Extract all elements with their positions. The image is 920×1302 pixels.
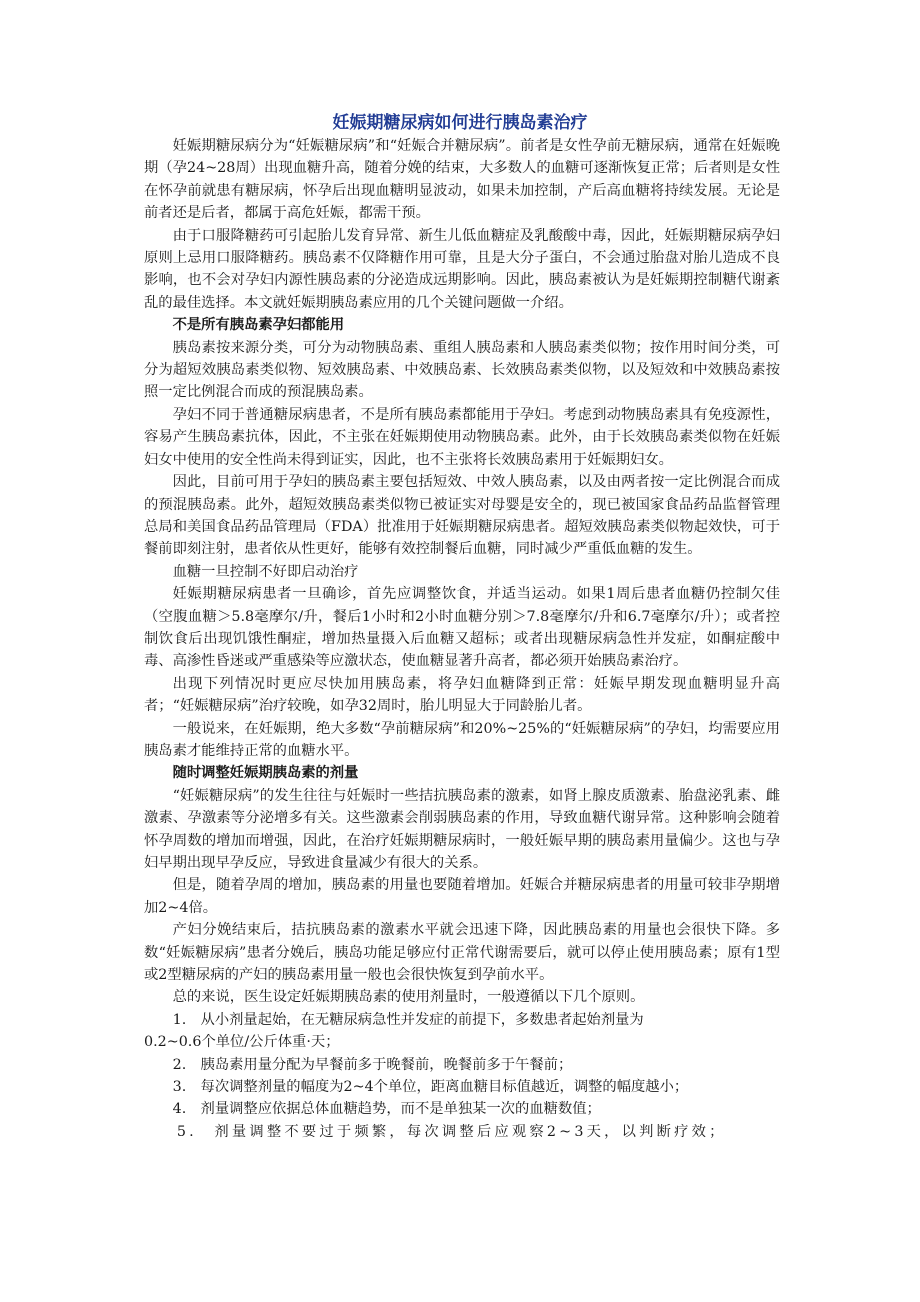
list-item: 4. 剂量调整应依据总体血糖趋势，而不是单独某一次的血糖数值；: [172, 1101, 601, 1118]
list-item: 2. 胰岛素用量分配为早餐前多于晚餐前，晚餐前多于午餐前；: [172, 1056, 573, 1073]
paragraph: 妊娠期糖尿病患者一旦确诊，首先应调整饮食，并适当运动。如果1周后患者血糖仍控制欠佳（空腹血糖＞5.8毫摩尔/升，餐后1小时和2小时血糖分别＞7.8毫摩尔/升和6.7毫摩尔/升）；或者控制饮食后出现饥饿性酮症，增加热量摄入后血糖又超标；或者出现糖尿病急性并发症，如酮症酸中毒、高渗性昏迷或严重感染等应激状态，使血糖显著升高者，都必须开始胰岛素治疗。: [144, 586, 780, 670]
paragraph: 因此，目前可用于孕妇的胰岛素主要包括短效、中效人胰岛素，以及由两者按一定比例混合而成的预混胰岛素。此外，超短效胰岛素类似物已被证实对母婴是安全的，现已被国家食品药品监督管理总局和美国食品药品管理局（FDA）批准用于妊娠期糖尿病患者。超短效胰岛素类似物起效快，可于餐前即刻注射，患者依从性更好，能够有效控制餐后血糖，同时减少严重低血糖的发生。: [144, 474, 780, 558]
document-title: 妊娠期糖尿病如何进行胰岛素治疗: [332, 113, 588, 133]
paragraph: 妊娠期糖尿病分为“妊娠糖尿病”和“妊娠合并糖尿病”。前者是女性孕前无糖尿病，通常在妊娠晚期（孕24~28周）出现血糖升高，随着分娩的结束，大多数人的血糖可逐渐恢复正常；后者则是女性在怀孕前就患有糖尿病，怀孕后出现血糖明显波动，如果未加控制，产后高血糖将持续发展。无论是前者还是后者，都属于高危妊娠，都需干预。: [144, 138, 780, 222]
list-item: 3. 每次调整剂量的幅度为2~4个单位，距离血糖目标值越近，调整的幅度越小；: [172, 1079, 689, 1096]
section-heading: 随时调整妊娠期胰岛素的剂量: [172, 765, 359, 782]
paragraph: 由于口服降糖药可引起胎儿发育异常、新生儿低血糖症及乳酸酸中毒，因此，妊娠期糖尿病孕妇原则上忌用口服降糖药。胰岛素不仅降糖作用可靠，且是大分子蛋白，不会通过胎盘对胎儿造成不良影响，也不会对孕妇内源性胰岛素的分泌造成远期影响。因此，胰岛素被认为是妊娠期控制糖代谢紊乱的最佳选择。本文就妊娠期胰岛素应用的几个关键问题做一介绍。: [144, 227, 780, 311]
paragraph: “妊娠糖尿病”的发生往往与妊娠时一些拮抗胰岛素的激素，如肾上腺皮质激素、胎盘泌乳素、雌激素、孕激素等分泌增多有关。这些激素会削弱胰岛素的作用，导致血糖代谢异常。这种影响会随着怀孕周数的增加而增强，因此，在治疗妊娠期糖尿病时，一般妊娠早期的胰岛素用量偏少。这也与孕妇早期出现早孕反应，导致进食量减少有很大的关系。: [144, 787, 780, 871]
paragraph: 胰岛素按来源分类，可分为动物胰岛素、重组人胰岛素和人胰岛素类似物；按作用时间分类，可分为超短效胰岛素类似物、短效胰岛素、中效胰岛素、长效胰岛素类似物，以及短效和中效胰岛素按照一定比例混合而成的预混胰岛素。: [144, 339, 780, 401]
paragraph: 但是，随着孕周的增加，胰岛素的用量也要随着增加。妊娠合并糖尿病患者的用量可较非孕期增加2~4倍。: [144, 877, 780, 916]
list-item: 5. 剂量调整不要过于频繁，每次调整后应观察2~3天，以判断疗效；: [176, 1123, 727, 1140]
section-heading: 不是所有胰岛素孕妇都能用: [172, 317, 345, 334]
paragraph: 出现下列情况时更应尽快加用胰岛素，将孕妇血糖降到正常：妊娠早期发现血糖明显升高者；“妊娠糖尿病”治疗较晚，如孕32周时，胎儿明显大于同龄胎儿者。: [144, 675, 780, 715]
list-item-continued: 0.2~0.6个单位/公斤体重·天；: [144, 1034, 340, 1051]
paragraph: 一般说来，在妊娠期，绝大多数“孕前糖尿病”和20%~25%的“妊娠糖尿病”的孕妇，均需要应用胰岛素才能维持正常的血糖水平。: [144, 720, 780, 759]
paragraph: 孕妇不同于普通糖尿病患者，不是所有胰岛素都能用于孕妇。考虑到动物胰岛素具有免疫源性，容易产生胰岛素抗体，因此，不主张在妊娠期使用动物胰岛素。此外，由于长效胰岛素类似物在妊娠妇女中使用的安全性尚未得到证实，因此，也不主张将长效胰岛素用于妊娠期妇女。: [144, 406, 780, 468]
list-item: 1. 从小剂量起始，在无糖尿病急性并发症的前提下，多数患者起始剂量为: [172, 1011, 644, 1028]
paragraph: 总的来说，医生设定妊娠期胰岛素的使用剂量时，一般遵循以下几个原则。: [172, 989, 645, 1006]
section-heading: 血糖一旦控制不好即启动治疗: [172, 563, 359, 580]
paragraph: 产妇分娩结束后，拮抗胰岛素的激素水平就会迅速下降，因此胰岛素的用量也会很快下降。多数“妊娠糖尿病”患者分娩后，胰岛功能足够应付正常代谢需要后，就可以停止使用胰岛素；原有1型或2型糖尿病的产妇的胰岛素用量一般也会很快恢复到孕前水平。: [144, 922, 780, 984]
document-body: [144, 135, 780, 1143]
